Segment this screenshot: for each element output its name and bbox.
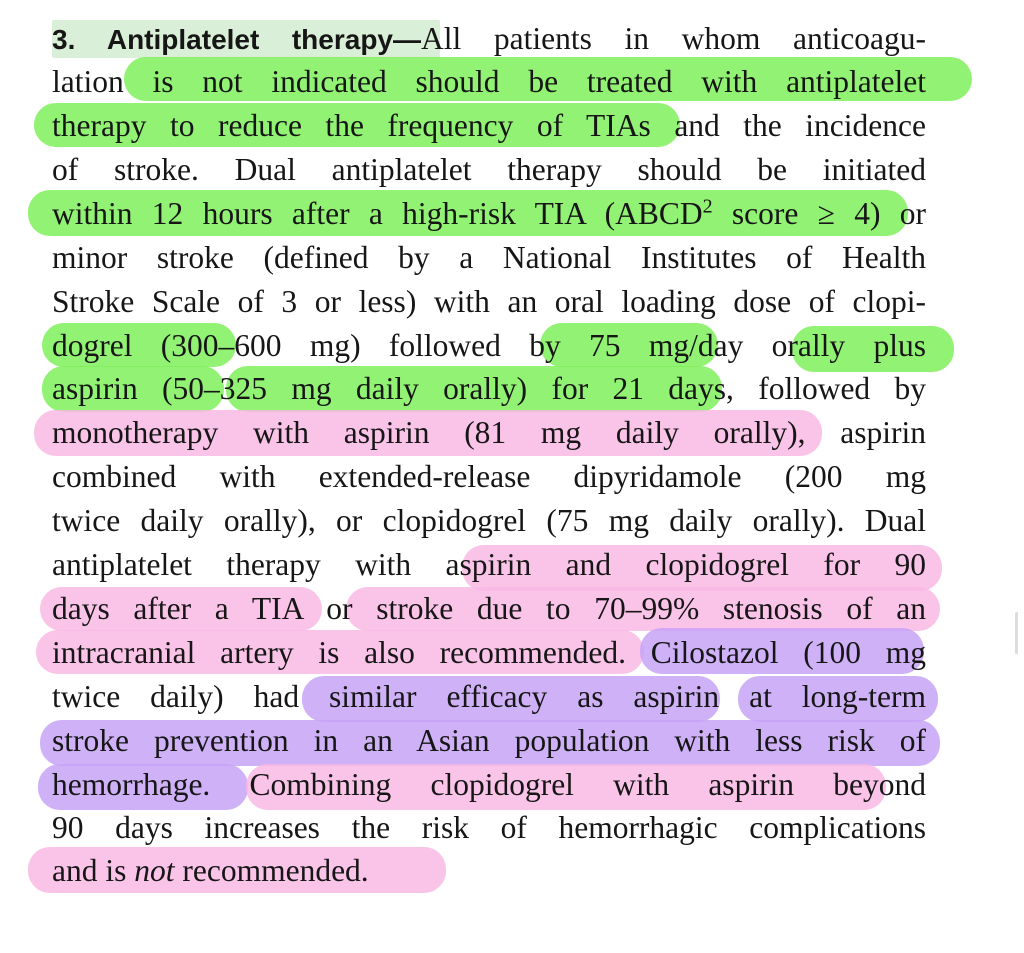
- superscript: 2: [702, 195, 713, 218]
- text-line: [52, 17, 926, 61]
- text-line: intracranial artery is also recommended. Cilostazol (100 mg: [52, 635, 926, 670]
- text-line: 90 days increases the risk of hemorrhagic complications: [52, 810, 926, 845]
- text-line: aspirin (50–325 mg daily orally) for 21 days, followed by: [52, 371, 926, 406]
- text-line: Stroke Scale of 3 or less) with an oral loading dose of clopi-: [52, 284, 926, 319]
- text-line: monotherapy with aspirin (81 mg daily orally), aspirin: [52, 415, 926, 450]
- text-line: antiplatelet therapy with aspirin and clopidogrel for 90: [52, 547, 926, 582]
- text-line: twice daily) had similar efficacy as aspirin at long-term: [52, 679, 926, 714]
- text-line: therapy to reduce the frequency of TIAs and the incidence: [52, 108, 926, 143]
- text-run: within 12 hours after a high-risk TIA (ABCD: [52, 196, 703, 231]
- text-line: [52, 192, 926, 236]
- text-line: [52, 849, 926, 893]
- text-line: hemorrhage. Combining clopidogrel with aspirin beyond: [52, 767, 926, 802]
- text-line: minor stroke (defined by a National Institutes of Health: [52, 240, 926, 275]
- text-line: dogrel (300–600 mg) followed by 75 mg/day orally plus: [52, 328, 926, 363]
- text-line: stroke prevention in an Asian population with less risk of: [52, 723, 926, 758]
- text-line: days after a TIA or stroke due to 70–99% stenosis of an: [52, 591, 926, 626]
- text-line: lation is not indicated should be treated with antiplatelet: [52, 64, 926, 99]
- scroll-indicator[interactable]: [1015, 612, 1018, 654]
- text-line: combined with extended-release dipyridamole (200 mg: [52, 459, 926, 494]
- text-run: recommended.: [174, 853, 369, 888]
- text-run: All patients in whom anticoagu-: [421, 21, 926, 56]
- text-run: score ≥ 4) or: [712, 196, 926, 231]
- section-heading: 3. Antiplatelet therapy—: [52, 24, 422, 55]
- text-line: of stroke. Dual antiplatelet therapy should be initiated: [52, 152, 926, 187]
- emphasis: not: [134, 853, 175, 888]
- text-run: and is: [52, 853, 135, 888]
- text-line: twice daily orally), or clopidogrel (75 mg daily orally). Dual: [52, 503, 926, 538]
